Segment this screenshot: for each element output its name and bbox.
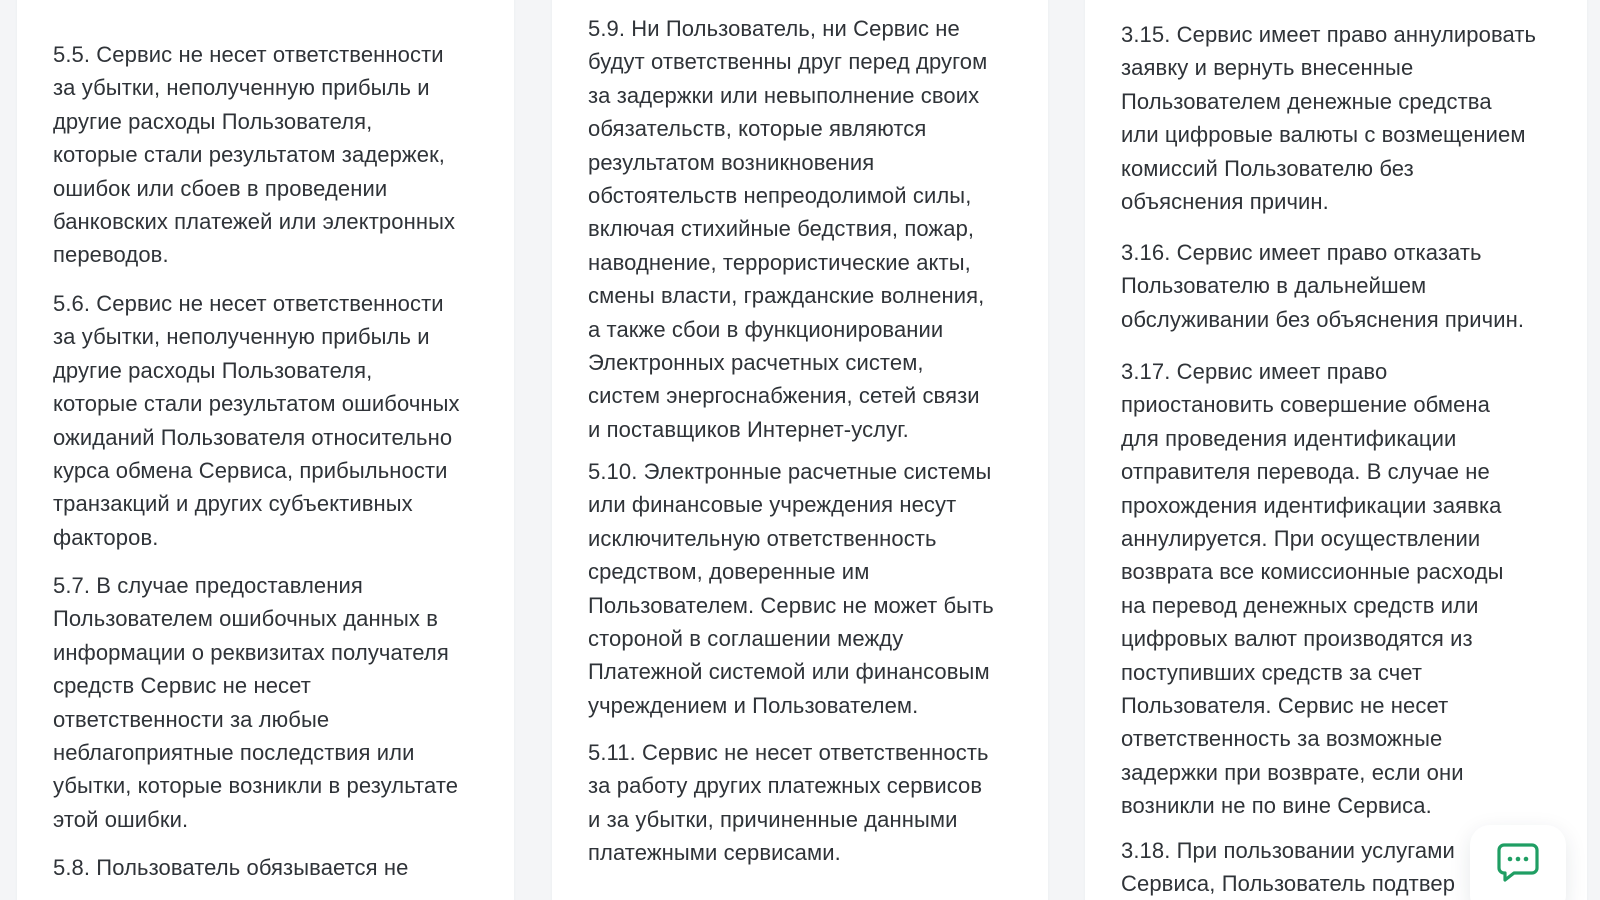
terms-paragraph-3-18: 3.18. При пользовании услугами Сервиса, Пользователь подтвер bbox=[1121, 838, 1456, 897]
terms-paragraph-3-17: 3.17. Сервис имеет право приостановить совершение обмена для проведения идентификации отправителя перевода. В случае не прохождения идентификации заявка аннулируется. При осуществлении возврата все комиссионные расходы на перевод денежных средств или цифровых валют производятся из поступивших средств за счет Пользователя. Сервис не несет ответственность за возможные задержки при возврате, если они возникли не по вине Сервиса. bbox=[1121, 359, 1504, 819]
terms-paragraph-3-16: 3.16. Сервис имеет право отказать Пользователю в дальнейшем обслуживании без объяснения причин. bbox=[1121, 240, 1525, 332]
terms-paragraph-5-10: 5.10. Электронные расчетные системы или финансовые учреждения несут исключительную ответственность средством, доверенные им Пользователем. Сервис не может быть стороной в соглашении между Платежной системой или финансовым учреждением и Пользователем. bbox=[588, 459, 994, 718]
terms-paragraph-5-7: 5.7. В случае предоставления Пользователем ошибочных данных в информации о реквизитах получателя средств Сервис не несет ответственности за любые неблагоприятные последствия или убытки, которые возникли в результате этой ошибки. bbox=[53, 573, 459, 832]
terms-column-force-majeure bbox=[552, 0, 1048, 900]
terms-paragraph-5-5: 5.5. Сервис не несет ответственности за убытки, неполученную прибыль и другие расходы Пользователя, которые стали результатом задержек, ошибок или сбоев в проведении банковских платежей или электронных переводов. bbox=[53, 42, 456, 268]
terms-paragraph-5-6: 5.6. Сервис не несет ответственности за убытки, неполученную прибыль и другие расходы Пользователя, которые стали результатом ошибочных ожиданий Пользователя относительно курса обмена Сервиса, прибыльности транзакций и других субъективных факторов. bbox=[53, 291, 460, 550]
terms-paragraph-5-9: 5.9. Ни Пользователь, ни Сервис не будут ответственны друг перед другом за задержки или невыполнение своих обязательств, которые являются результатом возникновения обстоятельств непреодолимой силы, включая стихийные бедствия, пожар, наводнение, террористические акты, смены власти, гражданские волнения, а также сбои в функционировании Электронных расчетных систем, систем энергоснабжения, сетей связи и поставщиков Интернет-услуг. bbox=[588, 16, 988, 442]
terms-column-service-rights bbox=[1085, 0, 1587, 900]
chat-icon bbox=[1497, 842, 1539, 882]
terms-paragraph-5-8: 5.8. Пользователь обязывается не bbox=[53, 855, 409, 880]
terms-column-liability bbox=[17, 0, 514, 900]
chat-widget-button[interactable] bbox=[1470, 825, 1566, 900]
terms-paragraph-5-11: 5.11. Сервис не несет ответственность за работу других платежных сервисов и за убытки, причиненные данными платежными сервисами. bbox=[588, 740, 989, 866]
terms-paragraph-3-15: 3.15. Сервис имеет право аннулировать заявку и вернуть внесенные Пользователем денежные средства или цифровые валюты с возмещением комиссий Пользователю без объяснения причин. bbox=[1121, 22, 1537, 215]
